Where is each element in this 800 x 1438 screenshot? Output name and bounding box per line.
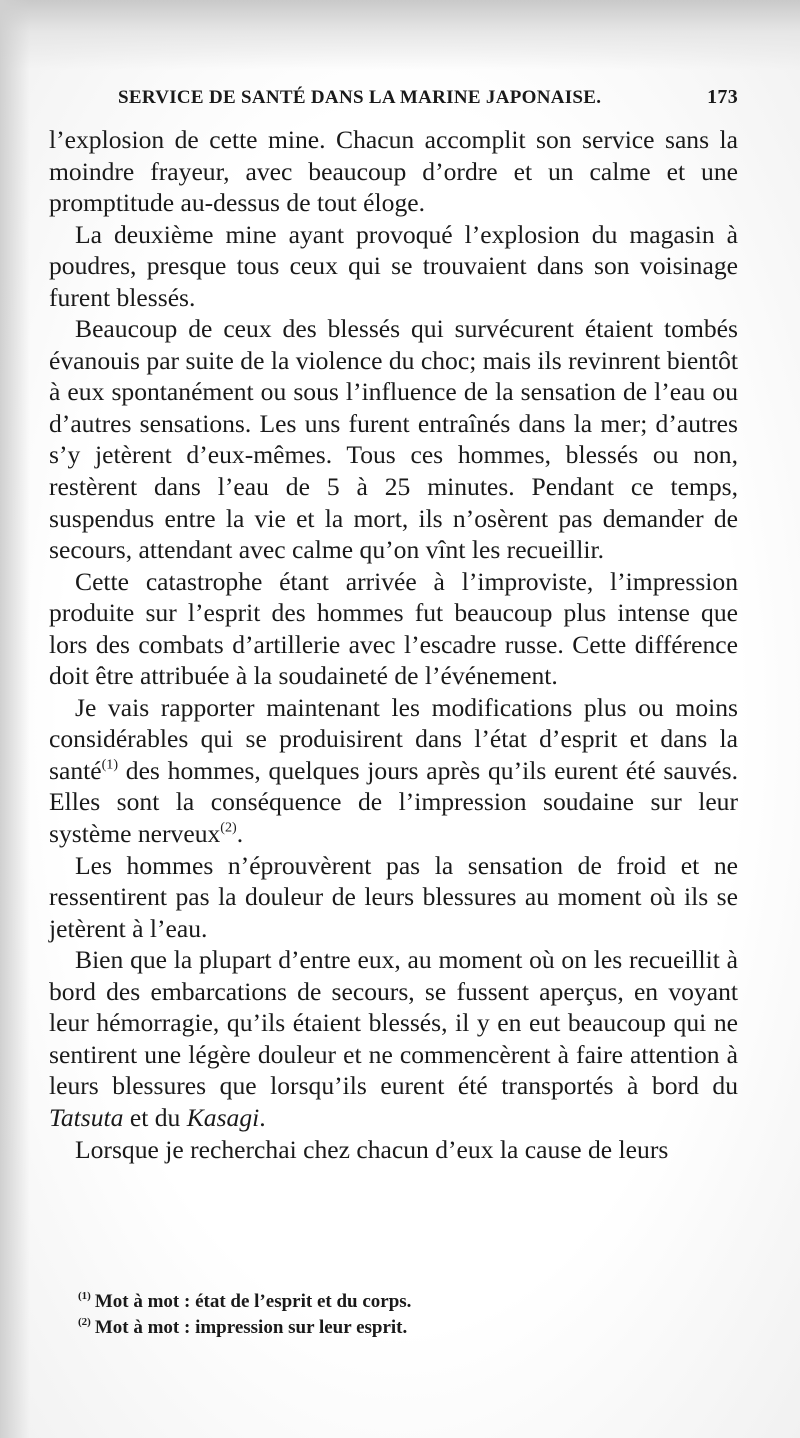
paragraph-7-part-c: .	[259, 1102, 266, 1132]
page-number: 173	[707, 86, 738, 108]
footnote-1	[78, 1289, 738, 1315]
paragraph-3: Beaucoup de ceux des blessés qui survécurent étaient tombés évanouis par suite de la violence du choc; mais ils revinrent bientôt à eux spontanément ou sous l’influence de la sensation de l’eau ou d’autres sensations. Les uns furent entraînés dans la mer; d’autres s’y jetèrent d’eux-mêmes. Tous ces hommes, blessés ou non, restèrent dans l’eau de 5 à 25 minutes. Pendant ce temps, suspendus entre la vie et la mort, ils n’osèrent pas demander de secours, attendant avec calme qu’on vînt les recueillir.	[49, 314, 738, 565]
ship-name-kasagi: Kasagi	[186, 1102, 260, 1132]
body-text	[49, 124, 738, 1165]
paragraph-5-part-c: .	[236, 819, 244, 849]
page-edge-shadow-top	[0, 0, 800, 70]
running-header	[118, 86, 738, 109]
footnote-2	[78, 1315, 738, 1341]
paragraph-1: l’explosion de cette mine. Chacun accomplit son service sans la moindre frayeur, avec beaucoup d’ordre et un calme et une promptitude au-dessus de tout éloge.	[49, 125, 738, 218]
running-title: SERVICE DE SANTÉ DANS LA MARINE JAPONAISE.	[118, 87, 602, 108]
paragraph-4: Cette catastrophe étant arrivée à l’improviste, l’impression produite sur l’esprit des hommes fut beaucoup plus intense que lors des combats d’artillerie avec l’escadre russe. Cette différence doit être attribuée à la soudaineté de l’événement.	[49, 566, 738, 691]
paragraph-5-part-a: Je vais rapporter maintenant les modifications plus ou moins considérables qui se produisirent dans l’état d’esprit et dans la santé	[49, 692, 738, 785]
paragraph-2: La deuxième mine ayant provoqué l’explosion du magasin à poudres, presque tous ceux qui se trouvaient dans son voisinage furent blessés.	[49, 219, 738, 312]
ship-name-tatsuta: Tatsuta	[49, 1102, 124, 1132]
paragraph-7-part-a: Bien que la plupart d’entre eux, au moment où on les recueillit à bord des embarcations de secours, se fussent aperçus, en voyant leur hémorragie, qu’ils étaient blessés, il y en eut beaucoup qui ne sentirent une légère douleur et ne commencèrent à faire attention à leurs blessures que lorsqu’ils eurent été transportés à bord du	[49, 945, 738, 1101]
footnote-2-marker: (2)	[78, 1316, 91, 1328]
paragraph-5	[49, 692, 738, 850]
paragraph-6: Les hommes n’éprouvèrent pas la sensation de froid et ne ressentirent pas la douleur de leurs blessures au moment où ils se jetèrent à l’eau.	[49, 850, 738, 943]
footnote-2-text: Mot à mot : impression sur leur esprit.	[94, 1317, 408, 1338]
paragraph-7	[49, 944, 738, 1133]
paragraph-8: Lorsque je recherchai chez chacun d’eux la cause de leurs	[75, 1134, 669, 1164]
paragraph-5-part-b: des hommes, quelques jours après qu’ils eurent été sauvés. Elles sont la conséquence de l’impression soudaine sur leur système nerveux	[49, 755, 738, 849]
footnote-ref-2: (2)	[220, 819, 237, 836]
footnote-1-marker: (1)	[78, 1290, 91, 1302]
footnote-ref-1: (1)	[101, 756, 119, 773]
paragraph-7-part-b: et du	[123, 1102, 187, 1132]
footnote-1-text: Mot à mot : état de l’esprit et du corps.	[94, 1291, 412, 1312]
footnotes	[78, 1289, 738, 1341]
page-edge-shadow-left	[0, 0, 30, 1438]
